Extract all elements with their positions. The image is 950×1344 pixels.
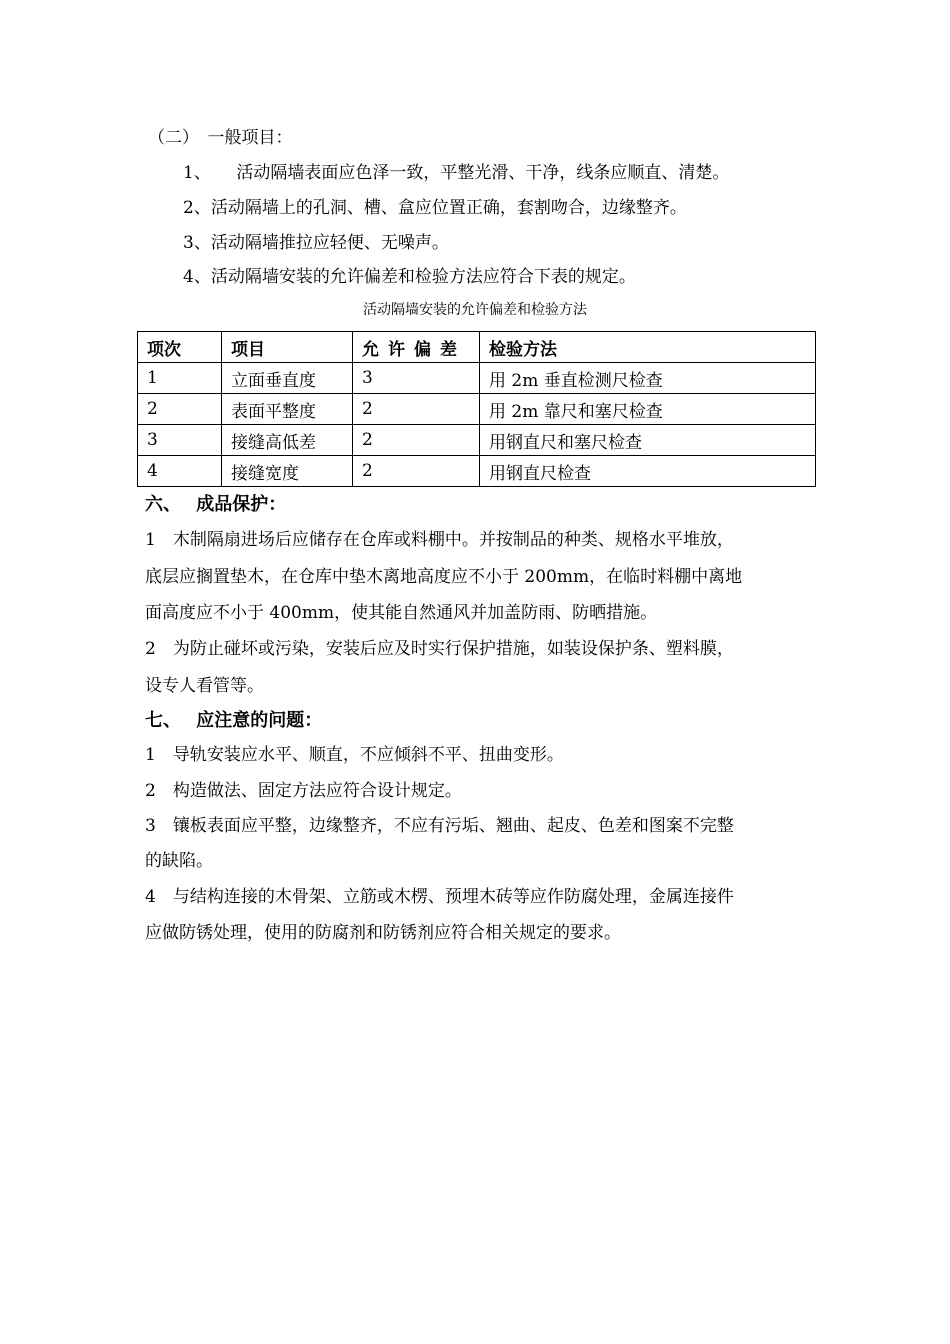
- section-6-line: 1 木制隔扇进场后应储存在仓库或料棚中。并按制品的种类、规格水平堆放，: [145, 530, 734, 550]
- cell-index: 3: [138, 425, 222, 456]
- general-item-2: 2、活动隔墙上的孔洞、槽、盒应位置正确，套割吻合，边缘整齐。: [183, 198, 687, 218]
- section-6-line: 设专人看管等。: [145, 676, 264, 696]
- section-7-line: 2 构造做法、固定方法应符合设计规定。: [145, 781, 462, 801]
- section-6-line: 2 为防止碰坏或污染，安装后应及时实行保护措施，如装设保护条、塑料膜，: [145, 639, 734, 659]
- cell-method: 用钢直尺检查: [480, 456, 816, 487]
- cell-method: 用钢直尺和塞尺检查: [480, 425, 816, 456]
- table-row: [138, 456, 816, 487]
- section-7-line: 的缺陷。: [145, 851, 213, 871]
- cell-method: 用 2m 垂直检测尺检查: [480, 363, 816, 394]
- cell-index: 1: [138, 363, 222, 394]
- header-deviation: 允许偏差: [353, 332, 480, 363]
- section-6-line: 面高度应不小于 400mm，使其能自然通风并加盖防雨、防晒措施。: [145, 603, 658, 623]
- cell-deviation: 2: [353, 456, 480, 487]
- header-index: 项次: [138, 332, 222, 363]
- section-6-heading: 六、 成品保护：: [145, 494, 287, 515]
- table-caption: 活动隔墙安装的允许偏差和检验方法: [363, 302, 587, 318]
- cell-item: 接缝高低差: [222, 425, 353, 456]
- deviation-table: [137, 331, 816, 487]
- cell-item: 表面平整度: [222, 394, 353, 425]
- general-item-1: 1、 活动隔墙表面应色泽一致，平整光滑、干净，线条应顺直、清楚。: [183, 163, 730, 183]
- table-header-row: [138, 332, 816, 363]
- cell-deviation: 3: [353, 363, 480, 394]
- cell-item: 立面垂直度: [222, 363, 353, 394]
- cell-deviation: 2: [353, 394, 480, 425]
- section-7-line: 应做防锈处理，使用的防腐剂和防锈剂应符合相关规定的要求。: [145, 923, 621, 943]
- table-row: [138, 363, 816, 394]
- section-6-line: 底层应搁置垫木，在仓库中垫木离地高度应不小于 200mm，在临时料棚中离地: [145, 567, 743, 587]
- general-items-title: （二） 一般项目：: [148, 128, 293, 148]
- section-7-line: 3 镶板表面应平整，边缘整齐，不应有污垢、翘曲、起皮、色差和图案不完整: [145, 816, 734, 836]
- table-row: [138, 394, 816, 425]
- header-method: 检验方法: [480, 332, 816, 363]
- cell-index: 4: [138, 456, 222, 487]
- cell-index: 2: [138, 394, 222, 425]
- cell-method: 用 2m 靠尺和塞尺检查: [480, 394, 816, 425]
- section-7-heading: 七、 应注意的问题：: [145, 710, 323, 731]
- cell-item: 接缝宽度: [222, 456, 353, 487]
- table-row: [138, 425, 816, 456]
- cell-deviation: 2: [353, 425, 480, 456]
- section-7-line: 4 与结构连接的木骨架、立筋或木楞、预埋木砖等应作防腐处理，金属连接件: [145, 887, 734, 907]
- general-item-3: 3、活动隔墙推拉应轻便、无噪声。: [183, 233, 449, 253]
- header-item: 项目: [222, 332, 353, 363]
- general-item-4: 4、活动隔墙安装的允许偏差和检验方法应符合下表的规定。: [183, 267, 636, 287]
- section-7-line: 1 导轨安装应水平、顺直，不应倾斜不平、扭曲变形。: [145, 745, 564, 765]
